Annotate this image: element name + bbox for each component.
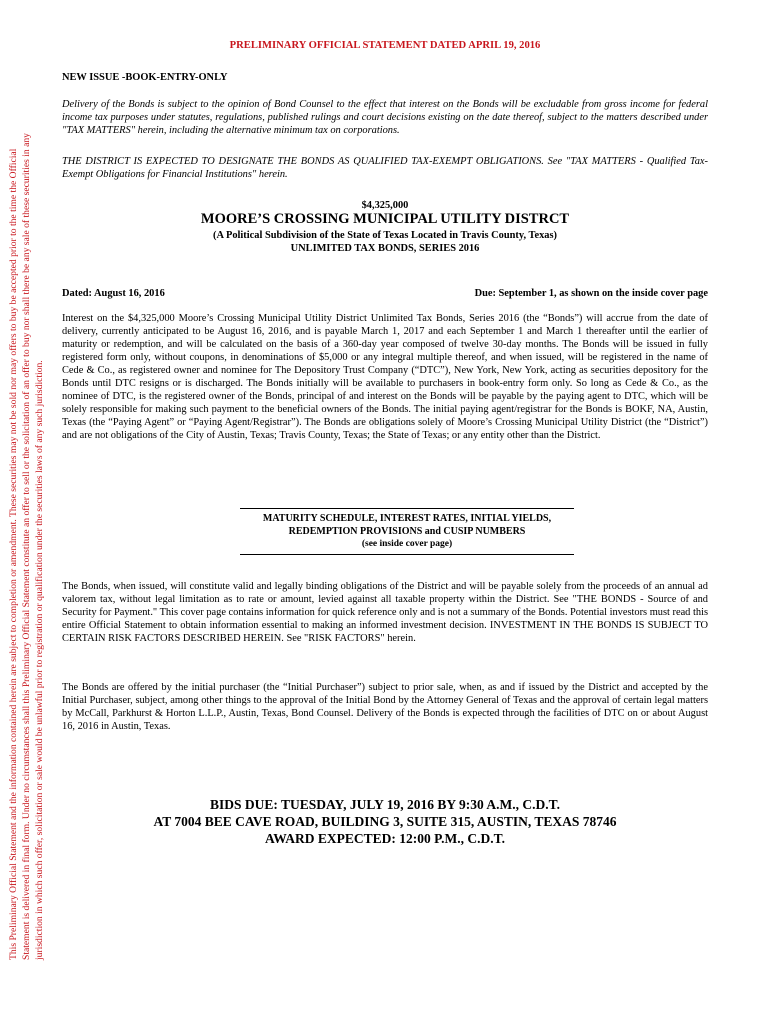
due-date: Due: September 1, as shown on the inside cover page	[474, 288, 708, 299]
notice-line-2: Statement is delivered in final form. Under no circumstances shall this Preliminary Official Statement constitute an offer to sell or the solicitation of an offer to buy nor shall there be any sale of these securities in any	[20, 133, 32, 960]
dated-date: Dated: August 16, 2016	[62, 288, 165, 299]
bonds-security-paragraph: The Bonds, when issued, will constitute valid and legally binding obligations of the District and will be payable solely from the proceeds of an annual ad valorem tax, without legal limitation as to rate or amount, levied against all taxable property within the District. See "THE BONDS - Source of and Security for Payment." This cover page contains information for quick reference only and is not a summary of the Bonds. Potential investors must read this entire Official Statement to obtain information essential to making an informed investment decision. INVESTMENT IN THE BONDS IS SUBJECT TO CERTAIN RISK FACTORS DESCRIBED HEREIN. See "RISK FACTORS" herein.	[62, 581, 708, 644]
bids-due-line: BIDS DUE: TUESDAY, JULY 19, 2016 BY 9:30 A.M., C.D.T.	[210, 797, 560, 812]
preliminary-heading: PRELIMINARY OFFICIAL STATEMENT DATED APRIL 19, 2016	[229, 40, 541, 51]
new-issue-label: NEW ISSUE -BOOK-ENTRY-ONLY	[62, 72, 228, 83]
delivery-paragraph: Delivery of the Bonds is subject to the opinion of Bond Counsel to the effect that interest on the Bonds will be excludable from gross income for federal income tax purposes under statutes, regulations, published rulings and court decisions existing on the date thereof, subject to the matters described under "TAX MATTERS" herein, including the alternative minimum tax on corporations.	[62, 99, 708, 136]
maturity-line-1: MATURITY SCHEDULE, INTEREST RATES, INITIAL YIELDS,	[262, 513, 552, 524]
bids-due-block	[62, 796, 708, 847]
political-subdivision: (A Political Subdivision of the State of Texas Located in Travis County, Texas)	[213, 230, 557, 241]
tax-exempt-designation: THE DISTRICT IS EXPECTED TO DESIGNATE THE BONDS AS QUALIFIED TAX-EXEMPT OBLIGATIONS. See "TAX MATTERS - Qualified Tax-Exempt Obligations for Financial Institutions" herein.	[62, 156, 708, 180]
red-herring-notice	[4, 40, 48, 960]
district-name: MOORE’S CROSSING MUNICIPAL UTILITY DISTRCT	[200, 211, 570, 227]
notice-line-3: jurisdiction in which such offer, solicitation or sale would be unlawful prior to registration or qualification under the securities laws of any such jurisdiction.	[33, 360, 45, 960]
maturity-schedule-box	[240, 508, 574, 555]
bonds-offering-paragraph: The Bonds are offered by the initial purchaser (the “Initial Purchaser”) subject to prior sale, when, as and if issued by the District and accepted by the Initial Purchaser, subject, among other things to the approval of the Initial Bond by the Attorney General of Texas and the approval of certain legal matters by McCall, Parkhurst & Horton L.L.P., Austin, Texas, Bond Counsel. Delivery of the Bonds is expected through the facilities of DTC on or about August 16, 2016 in Austin, Texas.	[62, 682, 708, 732]
maturity-line-3: (see inside cover page)	[361, 539, 453, 549]
red-herring-text	[7, 40, 46, 960]
bond-series: UNLIMITED TAX BONDS, SERIES 2016	[290, 243, 480, 254]
maturity-line-2: REDEMPTION PROVISIONS and CUSIP NUMBERS	[288, 525, 526, 537]
bond-amount: $4,325,000	[361, 200, 409, 211]
bids-address-line: AT 7004 BEE CAVE ROAD, BUILDING 3, SUITE 315, AUSTIN, TEXAS 78746	[153, 814, 617, 829]
award-expected-line: AWARD EXPECTED: 12:00 P.M., C.D.T.	[264, 831, 505, 846]
notice-line-1: This Preliminary Official Statement and the information contained herein are subject to completion or amendment. These securities may not be sold nor may offers to buy be accepted prior to the time the Official	[7, 148, 19, 960]
interest-paragraph: Interest on the $4,325,000 Moore’s Crossing Municipal Utility District Unlimited Tax Bonds, Series 2016 (the “Bonds”) will accrue from the date of delivery, currently anticipated to be August 16, 2016, and is payable March 1, 2017 and each September 1 and March 1 thereafter until the earlier of maturity or redemption, and will be calculated on the basis of a 360-day year composed of twelve 30-day months. The Bonds will be issued in fully registered form only, without coupons, in denominations of $5,000 or any integral multiple thereof, and when issued, will be registered in the name of Cede & Co., as registered owner and nominee for The Depository Trust Company (“DTC”), New York, New York, acting as securities depository for the Bonds until DTC resigns or is discharged. The Bonds initially will be available to purchasers in book-entry form only. So long as Cede & Co., as the nominee of DTC, is the registered owner of the Bonds, principal of and interest on the Bonds will be payable by the paying agent to DTC, which will be solely responsible for making such payment to the beneficial owners of the Bonds. The initial paying agent/registrar for the Bonds is BOKF, NA, Austin, Texas (the “Paying Agent” or “Paying Agent/Registrar”). The Bonds are obligations solely of Moore’s Crossing Municipal Utility District (the “District”) and are not obligations of the City of Austin, Texas; Travis County, Texas; the State of Texas; or any entity other than the District.	[62, 313, 708, 441]
